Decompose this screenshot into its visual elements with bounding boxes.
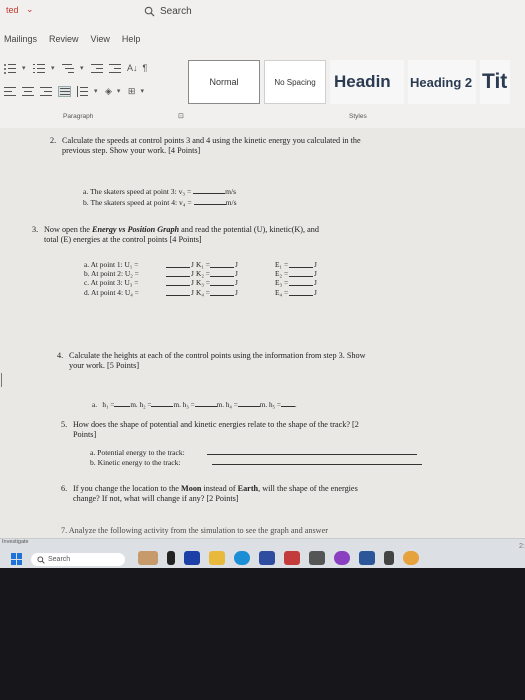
clock-text: 2: (519, 543, 525, 550)
energy-row: d. At point 4: U₄ = J K₄ = J E₄ = J (84, 287, 317, 297)
question-text-line-1: Calculate the heights at each of the control points using the information from step 3. Show (69, 351, 366, 360)
energy-table (84, 260, 354, 297)
question-number: 6. (61, 484, 68, 493)
app-icon[interactable] (309, 551, 325, 565)
energy-row: b. At point 2: U₂ = J K₂ = J E₂ = J (84, 269, 317, 279)
shading-icon[interactable]: ◈ (105, 85, 112, 96)
answer-5b: b. Kinetic energy to the track: (90, 457, 422, 467)
ribbon-group-labels (0, 112, 525, 124)
question-text-line-1: If you change the location to the Moon instead of Earth, will the shape of the energies (73, 484, 358, 493)
align-right-icon[interactable] (40, 86, 53, 97)
tab-review[interactable]: Review (49, 34, 79, 44)
windows-start-icon[interactable] (11, 553, 23, 565)
question-number: 5. (61, 420, 68, 429)
question-7-cut: 7. Analyze the following activity from the simulation to see the graph and answer (61, 526, 328, 535)
unit-label: m/s (225, 198, 237, 207)
question-text-line-2: your work. [5 Points] (69, 361, 140, 370)
style-heading-2[interactable]: Heading 2 (408, 60, 476, 104)
photo-dark-surround (0, 568, 525, 700)
chrome-icon[interactable] (403, 551, 419, 565)
pinned-apps (138, 551, 419, 565)
energy-row: c. At point 3: U₃ = J K₃ = J E₃ = J (84, 278, 317, 288)
search-icon (37, 556, 45, 564)
answer-label: b. The skaters speed at point 4: v₄ = (83, 198, 192, 207)
tab-view[interactable]: View (90, 34, 110, 44)
line-spacing-icon[interactable] (76, 86, 89, 97)
teams-icon[interactable] (184, 551, 200, 565)
ribbon-tabs (0, 34, 140, 48)
answer-2a (83, 186, 236, 196)
heights-answers: a. h₁ = m. h₂ = m. h₃ = m. h₄ = m. h₅ = . (92, 401, 297, 409)
task-view-icon[interactable] (167, 551, 175, 565)
taskbar-search-label: Search (48, 556, 71, 563)
styles-gallery (188, 58, 525, 106)
styles-group-label: Styles (349, 113, 367, 120)
question-number: 4. (57, 351, 64, 360)
answer-label: a. The skaters speed at point 3: v₃ = (83, 187, 192, 196)
widget-icon[interactable] (138, 551, 158, 565)
chevron-down-icon[interactable]: ▾ (80, 65, 84, 72)
chevron-down-icon[interactable]: ▾ (51, 65, 55, 72)
windows-taskbar (0, 538, 525, 568)
edge-browser-icon[interactable] (234, 551, 250, 565)
file-explorer-icon[interactable] (209, 551, 225, 565)
answer-5a: a. Potential energy to the track: (90, 447, 417, 457)
sort-icon[interactable]: A↓ (127, 63, 138, 73)
chevron-down-icon[interactable]: ▾ (22, 65, 26, 72)
style-normal[interactable]: Normal (188, 60, 260, 104)
status-text: Investigate (2, 539, 29, 545)
document-body (32, 128, 510, 538)
app-icon[interactable] (334, 551, 350, 565)
store-icon[interactable] (259, 551, 275, 565)
answer-2b (83, 197, 237, 207)
chevron-down-icon[interactable]: ▾ (116, 88, 121, 95)
app-icon[interactable] (284, 551, 300, 565)
question-text-line-2: previous step. Show your work. [4 Points] (62, 146, 201, 155)
question-text-line-1: Now open the Energy vs Position Graph and read the potential (U), kinetic(K), and (44, 225, 319, 234)
question-number: 3. (32, 225, 39, 234)
increase-indent-icon[interactable] (109, 63, 122, 74)
question-text-line-2: change? If not, what will change if any? [2 Points] (73, 494, 239, 503)
word-ribbon (0, 0, 525, 128)
answer-blank[interactable] (193, 186, 225, 194)
paragraph-group-label: Paragraph (63, 113, 94, 120)
multilevel-list-icon[interactable] (62, 63, 75, 74)
question-text-line-1: Calculate the speeds at control points 3 and 4 using the kinetic energy you calculated in the (62, 136, 361, 145)
style-no-spacing[interactable]: No Spacing (264, 60, 326, 104)
justify-icon[interactable] (58, 86, 71, 97)
document-page[interactable] (0, 128, 525, 538)
search-icon (144, 6, 155, 17)
align-center-icon[interactable] (22, 86, 35, 97)
app-icon[interactable] (384, 551, 394, 565)
energy-row: a. At point 1: U₁ = J K₁ = J E₁ = J (84, 260, 317, 269)
tab-mailings[interactable]: Mailings (4, 34, 38, 44)
question-number: 2. (50, 136, 57, 145)
text-cursor (1, 373, 2, 387)
document-name[interactable]: ted (6, 5, 19, 15)
dialog-launcher-icon[interactable]: ⊡ (178, 113, 184, 120)
word-icon[interactable] (359, 551, 375, 565)
taskbar-search[interactable] (31, 553, 125, 566)
bullets-icon[interactable] (4, 63, 17, 74)
chevron-down-icon[interactable]: ▾ (94, 88, 98, 95)
numbering-icon[interactable] (33, 63, 46, 74)
question-text-line-2: total (E) energies at the control points [4 Points] (44, 235, 202, 244)
question-text-line-1: How does the shape of potential and kinetic energies relate to the shape of the track? [2 (73, 420, 359, 429)
title-bar (0, 0, 525, 22)
search-box[interactable] (134, 3, 394, 20)
borders-icon[interactable]: ⊞ (127, 85, 136, 96)
search-label: Search (160, 6, 192, 17)
chevron-down-icon[interactable]: ⌄ (26, 4, 34, 14)
decrease-indent-icon[interactable] (91, 63, 104, 74)
style-title[interactable]: Tit (480, 60, 510, 104)
answer-blank[interactable] (194, 197, 226, 205)
style-heading-1[interactable]: Headin (330, 60, 404, 104)
chevron-down-icon[interactable]: ▾ (140, 88, 144, 95)
tab-help[interactable]: Help (121, 34, 141, 44)
pilcrow-icon[interactable]: ¶ (142, 63, 148, 73)
question-text-line-2: Points] (73, 430, 97, 439)
unit-label: m/s (225, 187, 237, 196)
align-left-icon[interactable] (4, 86, 17, 97)
paragraph-group (4, 60, 184, 99)
